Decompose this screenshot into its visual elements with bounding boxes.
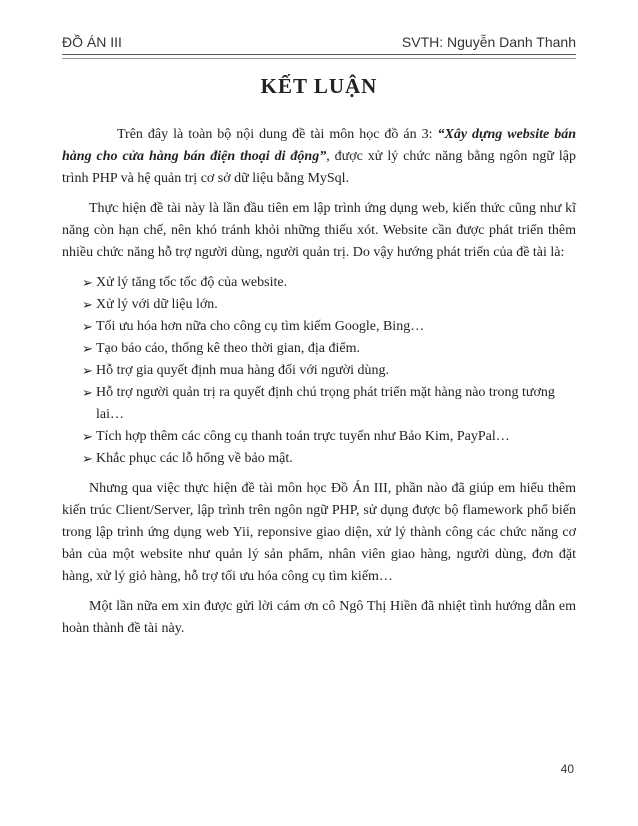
list-item: ➢ Hỗ trợ gia quyết định mua hàng đối với người dùng. <box>82 360 576 382</box>
arrow-bullet-icon: ➢ <box>82 297 93 312</box>
arrow-bullet-icon: ➢ <box>82 363 93 378</box>
header-course: ĐỒ ÁN III <box>62 34 122 50</box>
arrow-bullet-icon: ➢ <box>82 429 93 444</box>
intro-text: Trên đây là toàn bộ nội dung đề tài môn học đồ án 3: <box>117 127 438 142</box>
thanks-paragraph: Một lần nữa em xin được gửi lời cám ơn cô Ngô Thị Hiền đã nhiệt tình hướng dẫn em hoàn thành đề tài này. <box>62 599 576 636</box>
intro-text-end: , được xử lý chức năng bằng ngôn ngữ lập trình PHP và hệ quản trị cơ sở dữ liệu bằng MySql. <box>62 149 576 186</box>
page-number: 40 <box>560 762 574 776</box>
list-item: ➢ Tạo báo cáo, thống kê theo thời gian, địa điểm. <box>82 338 576 360</box>
list-item: ➢ Tích hợp thêm các công cụ thanh toán trực tuyến như Bảo Kim, PayPal… <box>82 426 576 448</box>
development-list <box>62 272 576 470</box>
limitations-paragraph: Thực hiện đề tài này là lần đầu tiên em lập trình ứng dụng web, kiến thức cũng như kĩ năng còn hạn chế, nên khó tránh khỏi những thiếu xót. Website cần được phát triển thêm nhiều chức năng hỗ trợ người dùng, người quản trị. Do vậy hướng phát triển của đề tài là: <box>62 201 576 260</box>
list-item: ➢ Hỗ trợ người quản trị ra quyết định chú trọng phát triển mặt hàng nào trong tương lai… <box>82 382 576 426</box>
list-item: ➢ Tối ưu hóa hơn nữa cho công cụ tìm kiếm Google, Bing… <box>82 316 576 338</box>
project-title: “Xây dựng website bán hàng cho cửa hàng bán điện thoại di động” <box>62 127 576 164</box>
arrow-bullet-icon: ➢ <box>82 385 93 400</box>
arrow-bullet-icon: ➢ <box>82 451 93 466</box>
arrow-bullet-icon: ➢ <box>82 341 93 356</box>
list-item: ➢ Xử lý tăng tốc tốc độ của website. <box>82 272 576 294</box>
intro-paragraph <box>62 124 576 190</box>
arrow-bullet-icon: ➢ <box>82 319 93 334</box>
header-student: SVTH: Nguyễn Danh Thanh <box>401 34 576 50</box>
header-rule <box>62 58 576 59</box>
page-title: KẾT LUẬN <box>260 74 378 98</box>
document-body <box>62 124 576 648</box>
results-paragraph: Nhưng qua việc thực hiện đề tài môn học Đồ Án III, phần nào đã giúp em hiểu thêm kiến trúc Client/Server, lập trình trên ngôn ngữ PHP, sử dụng được bộ flamework phổ biến trong lập trình ứng dụng web Yii, reponsive giao diện, xử lý thành công các chức năng cơ bản của một website như quản lý sản phẩm, nhân viên giao hàng, người dùng, đơn đặt hàng, xử lý giỏ hàng, hỗ trợ tối ưu hóa công cụ tìm kiếm… <box>62 481 576 584</box>
arrow-bullet-icon: ➢ <box>82 275 93 290</box>
page-header <box>62 34 576 55</box>
list-item: ➢ Khắc phục các lỗ hổng về bảo mật. <box>82 448 576 470</box>
list-item: ➢ Xử lý với dữ liệu lớn. <box>82 294 576 316</box>
